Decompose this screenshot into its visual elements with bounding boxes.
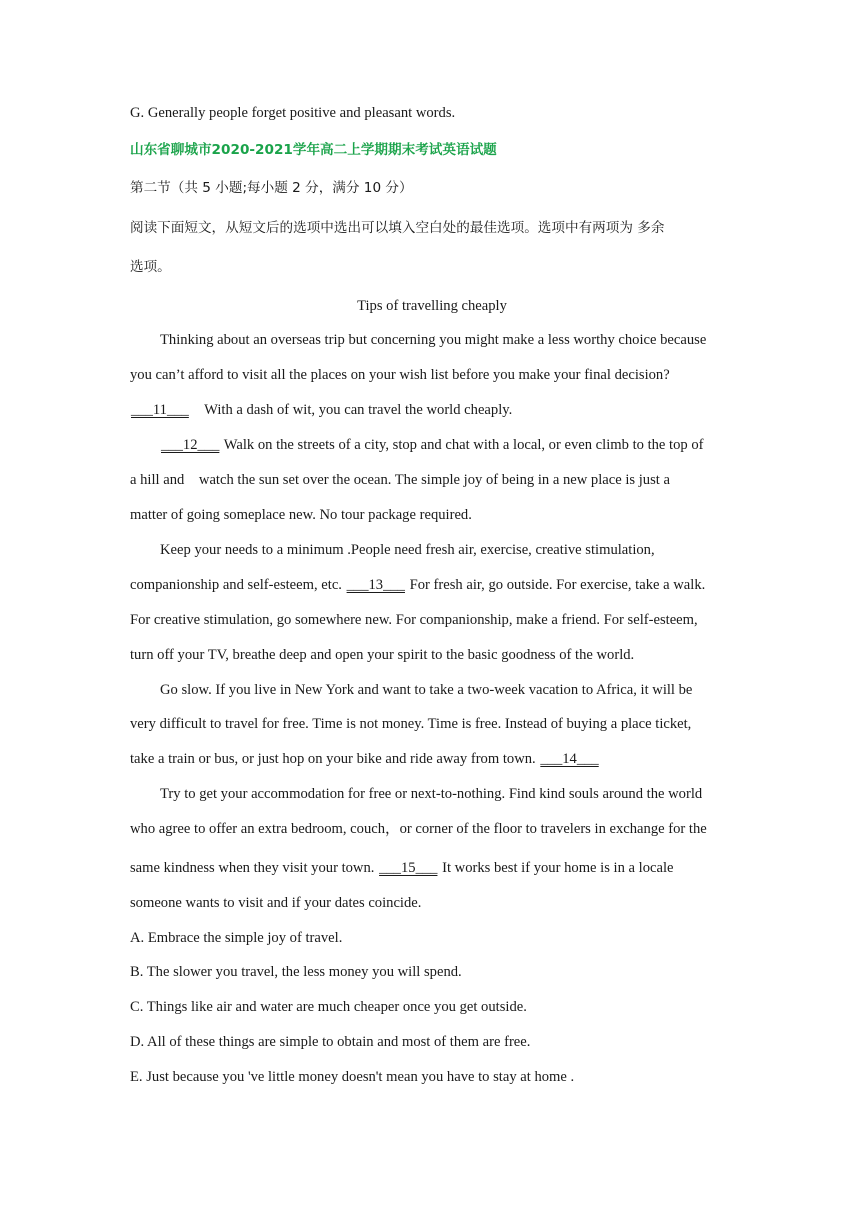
p3-line-4: turn off your TV, breathe deep and open your spirit to the basic goodness of the world.	[130, 647, 635, 663]
p2-line-1	[160, 435, 704, 455]
instructions-line-2: 选项。	[130, 259, 171, 275]
instructions-line-1: 阅读下面短文，从短文后的选项中选出可以填入空白处的最佳选项。选项中有两项为 多余	[130, 220, 665, 236]
p4-line-3-text: take a train or bus, or just hop on your bike and ride away from town.	[130, 751, 540, 767]
option-d: D. All of these things are simple to obtain and most of them are free.	[130, 1034, 531, 1050]
p4-line-3	[130, 749, 600, 769]
p5-line-4: someone wants to visit and if your dates coincide.	[130, 895, 422, 911]
blank-15: ___15___	[379, 860, 438, 876]
blank-13: ___13___	[346, 577, 405, 593]
option-b: B. The slower you travel, the less money you will spend.	[130, 964, 462, 980]
p2-line-2: a hill and watch the sun set over the ocean. The simple joy of being in a new place is just a	[130, 472, 670, 488]
p3-line-2-before: companionship and self-esteem, etc.	[130, 577, 346, 593]
blank-14: ___14___	[540, 751, 599, 767]
option-c: C. Things like air and water are much cheaper once you get outside.	[130, 999, 527, 1015]
blank-12: ___12___	[161, 437, 220, 453]
exam-source-line: 山东省聊城市2020-2021学年高二上学期期末考试英语试题	[130, 142, 497, 158]
p4-line-2: very difficult to travel for free. Time is not money. Time is free. Instead of buying a place ticket,	[130, 716, 692, 732]
section-heading: 第二节（共 5 小题;每小题 2 分，满分 10 分）	[130, 180, 413, 196]
p3-line-3: For creative stimulation, go somewhere new. For companionship, make a friend. For self-esteem,	[130, 612, 698, 628]
p3-line-2-after: For fresh air, go outside. For exercise, take a walk.	[405, 577, 706, 593]
blank-11: ___11___	[131, 402, 189, 418]
p5-line-2: who agree to offer an extra bedroom, couch，or corner of the floor to travelers in exchange for the	[130, 821, 707, 837]
passage-title: Tips of travelling cheaply	[357, 298, 507, 314]
previous-option-g: G. Generally people forget positive and pleasant words.	[130, 105, 456, 121]
p5-line-3	[130, 858, 674, 878]
p5-line-3-before: same kindness when they visit your town.	[130, 860, 379, 876]
p1-line-3-text: With a dash of wit, you can travel the world cheaply.	[189, 402, 513, 418]
option-e: E. Just because you 've little money doesn't mean you have to stay at home .	[130, 1069, 575, 1085]
p4-line-1: Go slow. If you live in New York and want to take a two-week vacation to Africa, it will be	[160, 682, 693, 698]
p2-line-1-text: Walk on the streets of a city, stop and chat with a local, or even climb to the top of	[220, 437, 704, 453]
p3-line-1: Keep your needs to a minimum .People need fresh air, exercise, creative stimulation,	[160, 542, 655, 558]
p2-line-3: matter of going someplace new. No tour package required.	[130, 507, 472, 523]
p5-line-3-after: It works best if your home is in a locale	[438, 860, 674, 876]
p5-line-1: Try to get your accommodation for free or next-to-nothing. Find kind souls around the world	[160, 786, 703, 802]
p1-line-3	[130, 400, 512, 420]
option-a: A. Embrace the simple joy of travel.	[130, 930, 343, 946]
p3-line-2	[130, 575, 705, 595]
p1-line-1: Thinking about an overseas trip but concerning you might make a less worthy choice because	[160, 332, 707, 348]
p1-line-2: you can’t afford to visit all the places on your wish list before you make your final decision?	[130, 367, 670, 383]
